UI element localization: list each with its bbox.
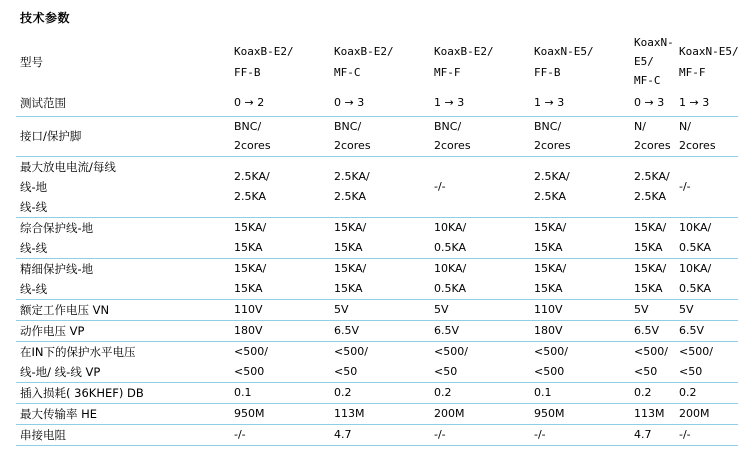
table-cell xyxy=(230,90,330,116)
table-row xyxy=(16,424,738,445)
cell-line: 2cores xyxy=(534,139,571,152)
cell-line: 950M xyxy=(234,406,265,420)
cell-line: 950M xyxy=(534,406,565,420)
table-cell xyxy=(530,341,630,382)
cell-line: 6.5V xyxy=(679,323,705,337)
cell-line: <50 xyxy=(634,364,658,378)
row-label-line: 额定工作电压 VN xyxy=(20,302,110,317)
table-row xyxy=(16,116,738,156)
cell-line: BNC/ xyxy=(234,119,262,133)
cell-line: 2cores xyxy=(234,139,271,152)
cell-line: 110V xyxy=(234,302,263,316)
cell-line: 0.5KA xyxy=(434,281,467,295)
cell-line: 15KA xyxy=(334,281,363,295)
cell-line: <50 xyxy=(679,364,703,378)
cell-line: <50 xyxy=(334,364,358,378)
row-label-line: 接口/保护脚 xyxy=(20,129,82,143)
cell-line: 15KA xyxy=(534,240,563,254)
cell-line: 15KA/ xyxy=(534,221,567,234)
spec-table xyxy=(16,33,738,446)
cell-line: 10KA/ xyxy=(434,221,467,234)
cell-line: BNC/ xyxy=(434,119,462,133)
table-row xyxy=(16,156,738,217)
table-cell xyxy=(630,156,675,217)
row-label xyxy=(16,424,230,445)
cell-line: 2.5KA xyxy=(334,189,367,203)
column-header-line: E5/ xyxy=(634,55,654,68)
cell-line: 113M xyxy=(634,406,665,420)
column-header xyxy=(230,33,330,90)
table-cell xyxy=(230,424,330,445)
column-header-line: KoaxB-E2/ xyxy=(434,44,494,58)
table-cell xyxy=(630,341,675,382)
cell-line: BNC/ xyxy=(534,119,562,133)
row-label-line: 动作电压 VP xyxy=(20,323,85,338)
table-row xyxy=(16,258,738,299)
column-header-line: MF-C xyxy=(634,74,661,87)
table-cell xyxy=(630,258,675,299)
cell-line: 2cores xyxy=(634,139,671,152)
cell-line: <500/ xyxy=(234,345,268,358)
table-cell xyxy=(675,299,738,320)
cell-line: 5V xyxy=(434,302,449,316)
cell-line: 1 → 3 xyxy=(534,96,565,109)
row-label-line: 在IN下的保护水平电压 xyxy=(20,344,136,359)
column-header-line: MF-F xyxy=(434,65,461,79)
column-header-line: KoaxN-E5/ xyxy=(534,44,594,58)
page-title: 技术参数 xyxy=(20,11,71,25)
table-row xyxy=(16,320,738,341)
cell-line: <500/ xyxy=(679,345,713,358)
column-header-line: KoaxN-E5/ xyxy=(679,44,739,58)
table-cell xyxy=(430,320,530,341)
table-cell xyxy=(630,299,675,320)
table-cell xyxy=(630,382,675,403)
cell-line: 15KA xyxy=(634,240,663,254)
cell-line: 2.5KA xyxy=(534,189,567,203)
cell-line: 15KA xyxy=(634,281,663,295)
row-label-line: 精细保护线-地 xyxy=(20,261,94,276)
cell-line: -/- xyxy=(434,179,446,193)
row-label-line: 线-线 xyxy=(20,240,48,255)
cell-line: 0.5KA xyxy=(679,281,712,295)
cell-line: 0.5KA xyxy=(434,240,467,254)
cell-line: 2cores xyxy=(434,139,471,152)
cell-line: 15KA/ xyxy=(534,262,567,275)
cell-line: 110V xyxy=(534,302,563,316)
column-header-line: KoaxB-E2/ xyxy=(334,44,394,58)
cell-line: 15KA xyxy=(334,240,363,254)
cell-line: 15KA/ xyxy=(334,262,367,275)
cell-line: <500/ xyxy=(634,345,668,358)
cell-line: <500 xyxy=(234,364,265,378)
table-cell xyxy=(430,403,530,424)
table-cell xyxy=(530,424,630,445)
table-cell xyxy=(430,90,530,116)
cell-line: 200M xyxy=(434,406,465,420)
row-label xyxy=(16,258,230,299)
table-cell xyxy=(330,116,430,156)
column-header-line: KoaxB-E2/ xyxy=(234,44,294,58)
row-label xyxy=(16,320,230,341)
table-cell xyxy=(630,403,675,424)
table-cell xyxy=(530,320,630,341)
cell-line: 4.7 xyxy=(634,427,652,441)
row-label xyxy=(16,116,230,156)
cell-line: <500/ xyxy=(534,345,568,358)
cell-line: 15KA/ xyxy=(634,221,667,234)
cell-line: 10KA/ xyxy=(434,262,467,275)
row-label-line: 测试范围 xyxy=(20,95,66,110)
table-cell xyxy=(530,299,630,320)
table-cell xyxy=(675,116,738,156)
row-label-line: 串接电阻 xyxy=(20,427,66,442)
table-cell xyxy=(330,258,430,299)
row-label-line: 线-地/ 线-线 VP xyxy=(20,364,101,379)
table-cell xyxy=(230,299,330,320)
row-label-line: 最大放电电流/每线 xyxy=(20,159,116,174)
column-header xyxy=(675,33,738,90)
cell-line: <500/ xyxy=(434,345,468,358)
cell-line: 15KA/ xyxy=(334,221,367,234)
table-cell xyxy=(230,403,330,424)
table-cell xyxy=(330,156,430,217)
table-cell xyxy=(675,90,738,116)
column-header-line: FF-B xyxy=(234,65,261,79)
table-cell xyxy=(630,217,675,258)
header-row xyxy=(16,33,738,90)
column-header xyxy=(530,33,630,90)
table-cell xyxy=(630,116,675,156)
table-cell xyxy=(230,258,330,299)
cell-line: -/- xyxy=(679,427,691,441)
cell-line: 0.2 xyxy=(679,385,697,399)
cell-line: <500/ xyxy=(334,345,368,358)
cell-line: 5V xyxy=(634,302,649,316)
cell-line: 15KA xyxy=(234,240,263,254)
cell-line: 2.5KA xyxy=(634,189,667,203)
cell-line: 180V xyxy=(534,323,563,337)
table-cell xyxy=(530,258,630,299)
spec-table-body xyxy=(16,33,738,445)
table-cell xyxy=(230,320,330,341)
row-label-line: 插入损耗( 36KHEF) DB xyxy=(20,385,144,400)
cell-line: BNC/ xyxy=(334,119,362,133)
table-cell xyxy=(530,217,630,258)
table-cell xyxy=(630,424,675,445)
cell-line: -/- xyxy=(679,179,691,193)
table-cell xyxy=(530,90,630,116)
column-header-line: MF-C xyxy=(334,65,361,79)
table-cell xyxy=(430,156,530,217)
table-cell xyxy=(230,382,330,403)
cell-line: -/- xyxy=(534,427,546,441)
cell-line: 0.2 xyxy=(634,385,652,399)
cell-line: 15KA xyxy=(534,281,563,295)
cell-line: 15KA/ xyxy=(234,262,267,275)
cell-line: 2cores xyxy=(334,139,371,152)
table-cell xyxy=(675,217,738,258)
cell-line: <500 xyxy=(534,364,565,378)
table-cell xyxy=(430,116,530,156)
row-label-line: 线-线 xyxy=(20,281,48,296)
table-cell xyxy=(430,424,530,445)
cell-line: 0.2 xyxy=(334,385,352,399)
column-header xyxy=(630,33,675,90)
cell-line: 2.5KA/ xyxy=(534,170,570,183)
row-label xyxy=(16,90,230,116)
table-cell xyxy=(675,341,738,382)
cell-line: N/ xyxy=(679,119,691,133)
cell-line: 2.5KA/ xyxy=(634,170,670,183)
table-cell xyxy=(230,156,330,217)
cell-line: 2.5KA/ xyxy=(334,170,370,183)
cell-line: 0 → 3 xyxy=(334,96,365,109)
cell-line: <50 xyxy=(434,364,458,378)
table-cell xyxy=(630,320,675,341)
cell-line: N/ xyxy=(634,119,646,133)
table-cell xyxy=(530,116,630,156)
cell-line: 200M xyxy=(679,406,710,420)
table-cell xyxy=(230,341,330,382)
cell-line: 0 → 2 xyxy=(234,96,265,109)
table-cell xyxy=(430,382,530,403)
row-label-line: 线-线 xyxy=(20,199,48,214)
table-row xyxy=(16,299,738,320)
table-cell xyxy=(330,341,430,382)
row-label xyxy=(16,156,230,217)
table-cell xyxy=(675,403,738,424)
row-label-line: 综合保护线-地 xyxy=(20,220,94,235)
cell-line: -/- xyxy=(234,427,246,441)
table-cell xyxy=(430,341,530,382)
cell-line: 2.5KA/ xyxy=(234,170,270,183)
table-cell xyxy=(430,217,530,258)
cell-line: 113M xyxy=(334,406,365,420)
table-cell xyxy=(530,382,630,403)
cell-line: -/- xyxy=(434,427,446,441)
cell-line: 10KA/ xyxy=(679,262,712,275)
table-cell xyxy=(675,258,738,299)
cell-line: 15KA/ xyxy=(234,221,267,234)
cell-line: 5V xyxy=(679,302,694,316)
cell-line: 6.5V xyxy=(334,323,360,337)
table-row xyxy=(16,90,738,116)
table-cell xyxy=(430,258,530,299)
table-cell xyxy=(530,403,630,424)
row-label-line: 线-地 xyxy=(20,179,48,194)
table-row xyxy=(16,382,738,403)
row-label xyxy=(16,382,230,403)
cell-line: 0 → 3 xyxy=(634,96,665,109)
row-label xyxy=(16,403,230,424)
cell-line: 15KA/ xyxy=(634,262,667,275)
table-cell xyxy=(230,217,330,258)
header-label: 型号 xyxy=(20,54,43,69)
cell-line: 1 → 3 xyxy=(679,96,710,109)
cell-line: 0.5KA xyxy=(679,240,712,254)
cell-line: 6.5V xyxy=(634,323,660,337)
table-cell xyxy=(330,217,430,258)
row-label-line: 最大传输率 HE xyxy=(20,406,98,421)
row-label xyxy=(16,299,230,320)
table-cell xyxy=(330,403,430,424)
column-header-line: MF-F xyxy=(679,65,706,79)
table-row xyxy=(16,341,738,382)
table-cell xyxy=(430,299,530,320)
table-cell xyxy=(530,156,630,217)
table-cell xyxy=(230,116,330,156)
cell-line: 2cores xyxy=(679,139,716,152)
column-header-line: KoaxN- xyxy=(634,36,674,49)
cell-line: 10KA/ xyxy=(679,221,712,234)
table-row xyxy=(16,217,738,258)
table-cell xyxy=(330,382,430,403)
cell-line: 180V xyxy=(234,323,263,337)
table-cell xyxy=(330,299,430,320)
table-cell xyxy=(675,156,738,217)
cell-line: 2.5KA xyxy=(234,189,267,203)
table-cell xyxy=(330,320,430,341)
table-cell xyxy=(675,320,738,341)
cell-line: 6.5V xyxy=(434,323,460,337)
cell-line: 15KA xyxy=(234,281,263,295)
row-label xyxy=(16,341,230,382)
cell-line: 0.1 xyxy=(534,385,552,399)
cell-line: 5V xyxy=(334,302,349,316)
column-header xyxy=(430,33,530,90)
column-header-line: FF-B xyxy=(534,65,561,79)
cell-line: 4.7 xyxy=(334,427,352,441)
cell-line: 0.2 xyxy=(434,385,452,399)
table-cell xyxy=(675,382,738,403)
table-cell xyxy=(330,424,430,445)
table-cell xyxy=(630,90,675,116)
cell-line: 0.1 xyxy=(234,385,252,399)
table-cell xyxy=(675,424,738,445)
table-row xyxy=(16,403,738,424)
table-cell xyxy=(330,90,430,116)
row-label xyxy=(16,217,230,258)
cell-line: 1 → 3 xyxy=(434,96,465,109)
column-header xyxy=(330,33,430,90)
